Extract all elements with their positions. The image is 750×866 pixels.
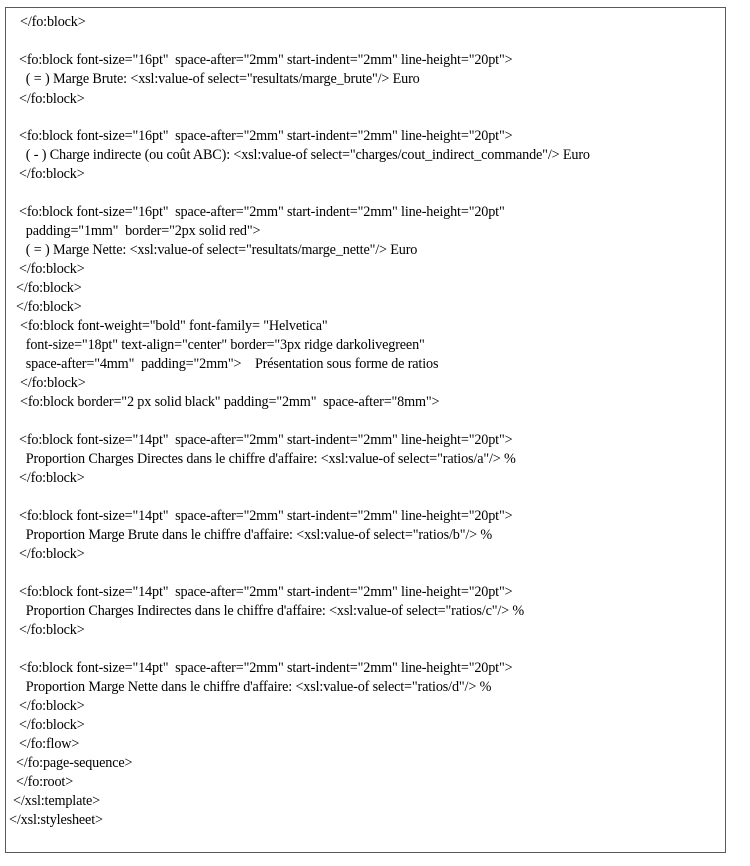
- code-line: ( - ) Charge indirecte (ou coût ABC): <xsl:value-of select="charges/cout_indirect_commande"/> Euro: [19, 147, 590, 163]
- code-line: <fo:block border="2 px solid black" padding="2mm" space-after="8mm">: [20, 394, 440, 410]
- code-line: <fo:block font-weight="bold" font-family= "Helvetica": [20, 318, 328, 334]
- code-line: </fo:block>: [19, 622, 85, 638]
- code-listing-frame: [5, 7, 726, 853]
- code-line: <fo:block font-size="14pt" space-after="2mm" start-indent="2mm" line-height="20pt">: [19, 508, 513, 524]
- code-line: ( = ) Marge Brute: <xsl:value-of select="resultats/marge_brute"/> Euro: [19, 71, 420, 87]
- code-line: <fo:block font-size="16pt" space-after="2mm" start-indent="2mm" line-height="20pt": [19, 204, 505, 220]
- code-line: </fo:block>: [16, 299, 82, 315]
- code-line: Proportion Charges Directes dans le chiffre d'affaire: <xsl:value-of select="ratios/a"/> %: [19, 451, 516, 467]
- code-line: </fo:block>: [20, 375, 86, 391]
- code-line: </fo:block>: [20, 14, 86, 30]
- code-line: padding="1mm" border="2px solid red">: [19, 223, 261, 239]
- code-line: space-after="4mm" padding="2mm"> Présentation sous forme de ratios: [19, 356, 439, 372]
- code-line: <fo:block font-size="14pt" space-after="2mm" start-indent="2mm" line-height="20pt">: [19, 660, 513, 676]
- code-line: <fo:block font-size="16pt" space-after="2mm" start-indent="2mm" line-height="20pt">: [19, 128, 513, 144]
- code-line: </fo:block>: [19, 717, 85, 733]
- code-line: </fo:block>: [19, 261, 85, 277]
- code-line: </fo:block>: [19, 166, 85, 182]
- code-line: </fo:block>: [19, 470, 85, 486]
- code-line: <fo:block font-size="16pt" space-after="2mm" start-indent="2mm" line-height="20pt">: [19, 52, 513, 68]
- code-line: </xsl:template>: [13, 793, 101, 809]
- code-line: </fo:page-sequence>: [16, 755, 133, 771]
- code-line: </fo:block>: [19, 91, 85, 107]
- code-line: Proportion Charges Indirectes dans le chiffre d'affaire: <xsl:value-of select="ratios/c"/> %: [19, 603, 525, 619]
- code-line: </fo:flow>: [19, 736, 80, 752]
- code-line: </fo:block>: [19, 546, 85, 562]
- code-line: </fo:block>: [19, 698, 85, 714]
- code-line: </fo:block>: [16, 280, 82, 296]
- code-line: font-size="18pt" text-align="center" border="3px ridge darkolivegreen": [19, 337, 425, 353]
- code-line: Proportion Marge Nette dans le chiffre d'affaire: <xsl:value-of select="ratios/d"/> %: [19, 679, 492, 695]
- code-line: <fo:block font-size="14pt" space-after="2mm" start-indent="2mm" line-height="20pt">: [19, 584, 513, 600]
- code-line: Proportion Marge Brute dans le chiffre d'affaire: <xsl:value-of select="ratios/b"/> %: [19, 527, 493, 543]
- code-line: </xsl:stylesheet>: [9, 812, 103, 828]
- code-line: ( = ) Marge Nette: <xsl:value-of select="resultats/marge_nette"/> Euro: [19, 242, 418, 258]
- code-line: <fo:block font-size="14pt" space-after="2mm" start-indent="2mm" line-height="20pt">: [19, 432, 513, 448]
- code-line: </fo:root>: [16, 774, 74, 790]
